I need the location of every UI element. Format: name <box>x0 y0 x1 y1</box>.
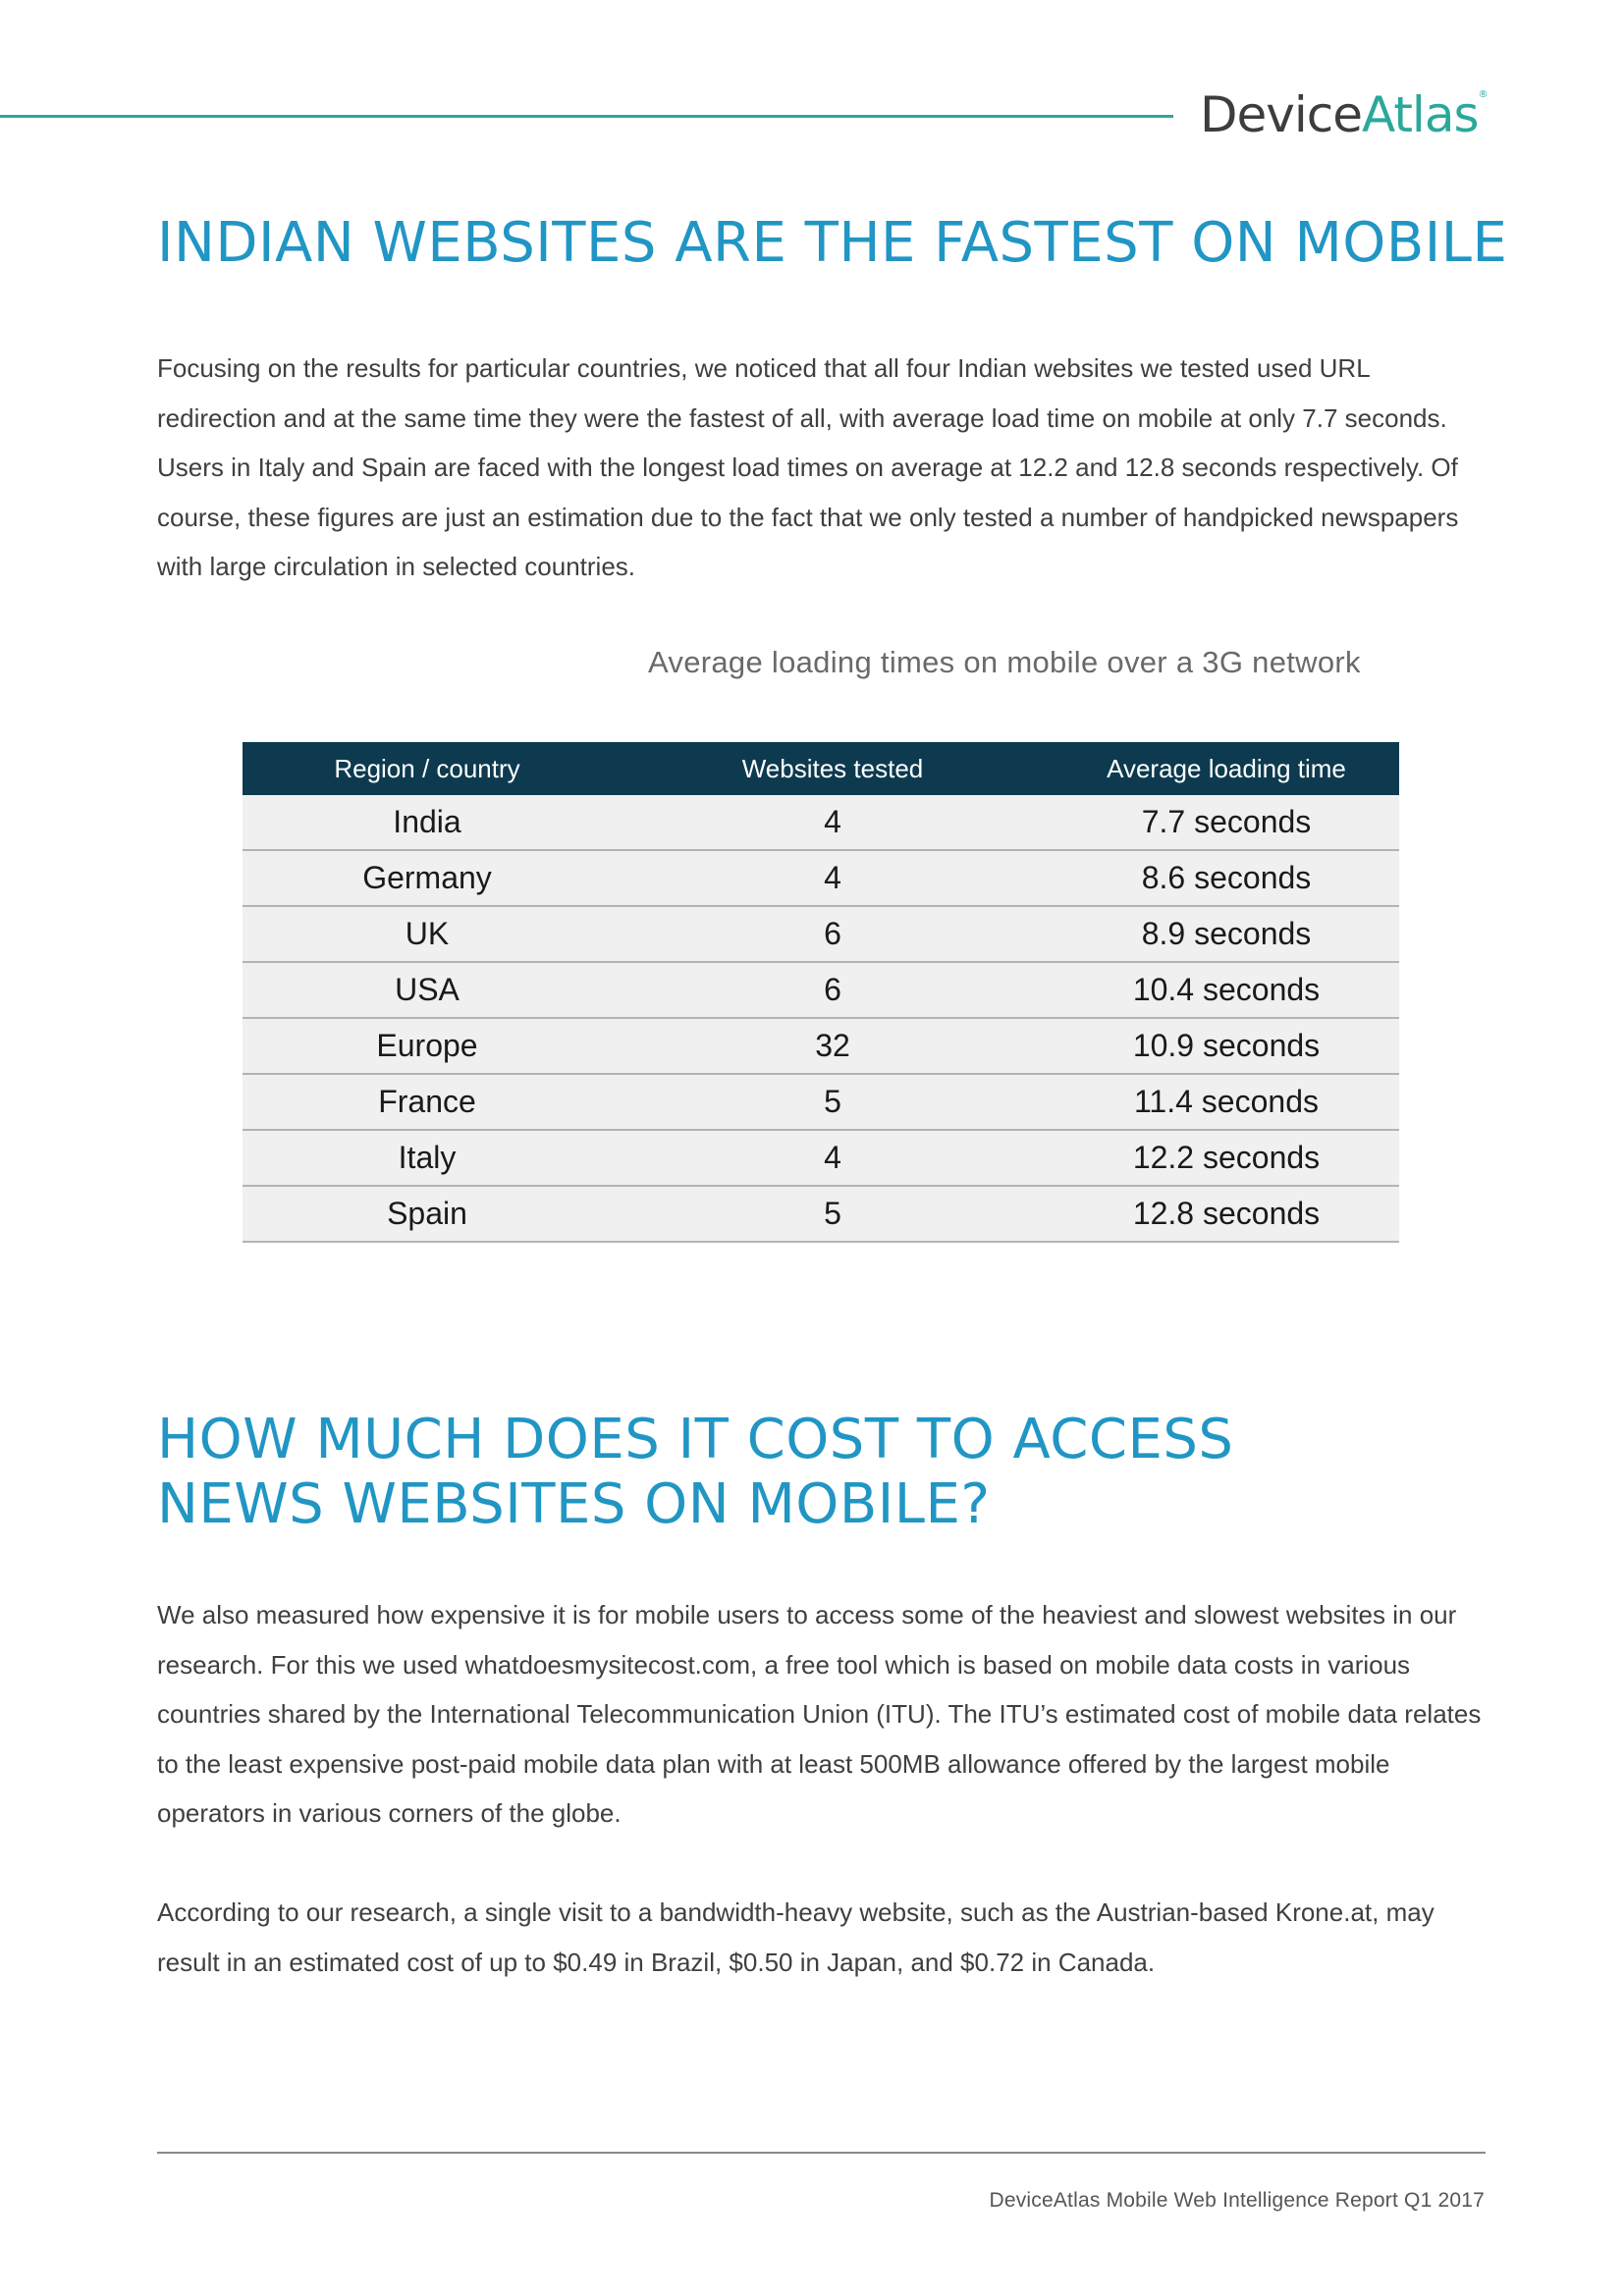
cell-average-loading-time: 12.8 seconds <box>1054 1186 1399 1242</box>
cell-region: India <box>243 795 612 850</box>
table-row <box>243 850 1399 906</box>
logo-text-device: Device <box>1200 86 1362 143</box>
cell-websites-tested: 4 <box>612 795 1054 850</box>
cell-websites-tested: 6 <box>612 906 1054 962</box>
table-row <box>243 906 1399 962</box>
cell-region: Spain <box>243 1186 612 1242</box>
cell-websites-tested: 5 <box>612 1186 1054 1242</box>
table-row <box>243 1018 1399 1074</box>
deviceatlas-logo <box>1200 86 1488 143</box>
table-row <box>243 1130 1399 1186</box>
table-header-row <box>243 742 1399 795</box>
table-row <box>243 1186 1399 1242</box>
cell-region: UK <box>243 906 612 962</box>
header-rule <box>0 115 1173 118</box>
table-row <box>243 795 1399 850</box>
cell-average-loading-time: 11.4 seconds <box>1054 1074 1399 1130</box>
logo-trademark: ® <box>1478 89 1488 100</box>
section1-paragraph: Focusing on the results for particular countries, we noticed that all four Indian websites we tested used URL redirection and at the same time they were the fastest of all, with average load time on mobile at only 7.7 seconds. Users in Italy and Spain are faced with the longest load times on average at 12.2 and 12.8 seconds respectively. Of course, these figures are just an estimation due to the fact that we only tested a number of handpicked newspapers with large circulation in selected countries. <box>157 353 1459 581</box>
section2-paragraph-2: According to our research, a single visit to a bandwidth-heavy website, such as the Austrian-based Krone.at, may result in an estimated cost of up to $0.49 in Brazil, $0.50 in Japan, and $0.72 in Canada. <box>157 1897 1435 1977</box>
section2-paragraph-1: We also measured how expensive it is for mobile users to access some of the heaviest and slowest websites in our research. For this we used whatdoesmysitecost.com, a free tool which is based on mobile data costs in various countries shared by the International Telecommunication Union (ITU). The ITU’s estimated cost of mobile data relates to the least expensive post-paid mobile data plan with at least 500MB allowance offered by the largest mobile operators in various corners of the globe. <box>157 1600 1482 1828</box>
cell-average-loading-time: 8.9 seconds <box>1054 906 1399 962</box>
cell-average-loading-time: 12.2 seconds <box>1054 1130 1399 1186</box>
table-row <box>243 962 1399 1018</box>
column-header-websites-tested: Websites tested <box>612 742 1054 795</box>
table-caption: Average loading times on mobile over a 3G network <box>648 645 1361 679</box>
section2-title: HOW MUCH DOES IT COST TO ACCESS NEWS WEBSITES ON MOBILE? <box>157 1408 1234 1536</box>
column-header-average-loading-time: Average loading time <box>1054 742 1399 795</box>
cell-average-loading-time: 10.9 seconds <box>1054 1018 1399 1074</box>
column-header-region: Region / country <box>243 742 612 795</box>
cell-websites-tested: 5 <box>612 1074 1054 1130</box>
footer-report-title: DeviceAtlas Mobile Web Intelligence Report Q1 2017 <box>989 2189 1485 2212</box>
cell-websites-tested: 32 <box>612 1018 1054 1074</box>
cell-region: Europe <box>243 1018 612 1074</box>
cell-websites-tested: 4 <box>612 1130 1054 1186</box>
cell-region: USA <box>243 962 612 1018</box>
loading-times-table <box>243 742 1399 1243</box>
table-row <box>243 1074 1399 1130</box>
footer-rule <box>157 2152 1486 2154</box>
logo-text-atlas: Atlas <box>1362 86 1479 143</box>
cell-region: Italy <box>243 1130 612 1186</box>
cell-region: Germany <box>243 850 612 906</box>
cell-average-loading-time: 7.7 seconds <box>1054 795 1399 850</box>
cell-websites-tested: 4 <box>612 850 1054 906</box>
section1-title: INDIAN WEBSITES ARE THE FASTEST ON MOBILE <box>157 211 1508 275</box>
cell-region: France <box>243 1074 612 1130</box>
cell-websites-tested: 6 <box>612 962 1054 1018</box>
cell-average-loading-time: 8.6 seconds <box>1054 850 1399 906</box>
cell-average-loading-time: 10.4 seconds <box>1054 962 1399 1018</box>
